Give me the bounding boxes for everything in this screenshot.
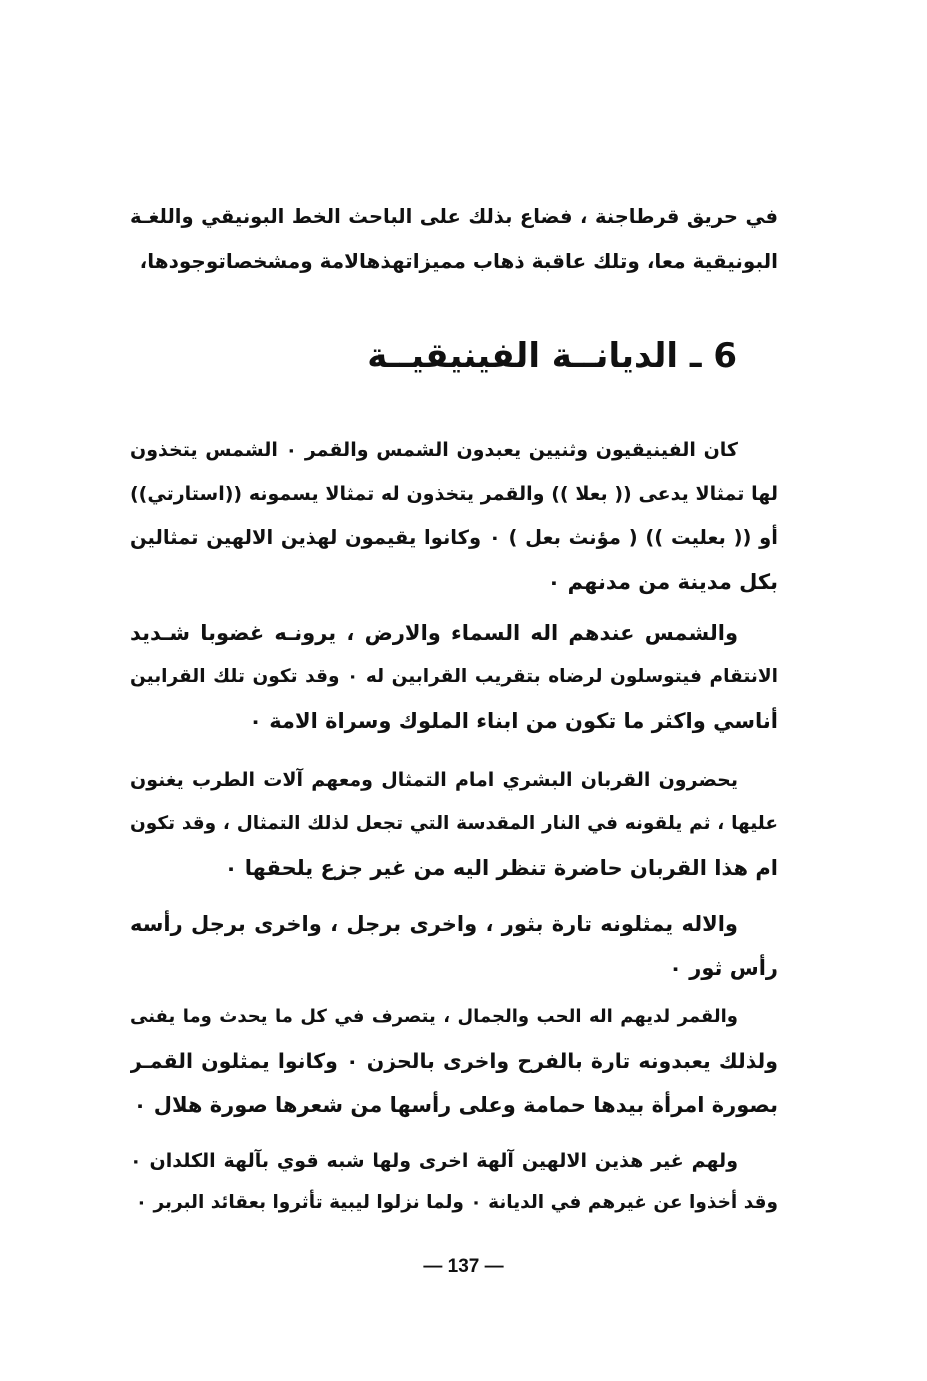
section-heading: 6 ـ الديانــة الفينيقيــة [367, 336, 737, 376]
text-line: أناسي واكثر ما تكون من ابناء الملوك وسراة الامة ٠ [249, 709, 778, 733]
text-line: بكل مدينة من مدنهم ٠ [547, 570, 778, 594]
text-line: والقمر لديهم اله الحب والجمال ، يتصرف في كل ما يحدث وما يفنى [130, 1006, 738, 1027]
text-line: في حريق قرطاجنة ، فضاع بذلك على الباحث الخط البونيقي واللغـة [130, 205, 778, 228]
text-line: كان الفينيقيون وثنيين يعبدون الشمس والقمر ٠ الشمس يتخذون [130, 439, 738, 461]
text-line: عليها ، ثم يلقونه في النار المقدسة التي تجعل لذلك التمثال ، وقد تكون [130, 813, 778, 834]
paragraph [130, 995, 778, 1127]
text-line: والاله يمثلونه تارة بثور ، واخرى برجل ، واخرى برجل رأسه [130, 912, 738, 936]
text-line: وقد أخذوا عن غيرهم في الديانة ٠ ولما نزلوا ليبية تأثروا بعقائد البربر ٠ [135, 1192, 778, 1213]
paragraph [130, 758, 778, 890]
page-number: — 137 — [423, 1256, 504, 1277]
text-line: البونيقية معا، وتلك عاقبة ذهاب مميزاتهذهالامة ومشخصاتوجودها، [139, 249, 778, 273]
text-line: رأس ثور ٠ [669, 956, 778, 980]
paragraph [130, 902, 778, 990]
intro-paragraph [130, 195, 778, 283]
text-line: ام هذا القربان حاضرة تنظر اليه من غير جزع يلحقها ٠ [224, 856, 778, 880]
paragraph [130, 428, 778, 604]
text-line: ولهم غير هذين الالهين آلهة اخرى ولها شبه قوي بآلهة الكلدان ٠ [130, 1150, 738, 1172]
paragraph [130, 1140, 778, 1224]
paragraph [130, 611, 778, 743]
text-line: لها تمثالا يدعى (( بعلا )) والقمر يتخذون له تمثالا يسمونه ((استارتي)) [130, 483, 778, 505]
text-line: بصورة امرأة بيدها حمامة وعلى رأسها من شعرها صورة هلال ٠ [133, 1093, 778, 1117]
text-line: الانتقام فيتوسلون لرضاه بتقريب القرابين له ٠ وقد تكون تلك القرابين [130, 666, 778, 687]
text-line: ولذلك يعبدونه تارة بالفرح واخرى بالحزن ٠ وكانوا يمثلون القمـر [130, 1049, 778, 1073]
text-line: والشمس عندهم اله السماء والارض ، يرونـه غضوبا شـديد [130, 621, 738, 645]
text-line: أو (( بعليت )) ( مؤنث بعل ) ٠ وكانوا يقيمون لهذين الالهين تمثالين [130, 526, 778, 549]
text-line: يحضرون القربان البشري امام التمثال ومعهم آلات الطرب يغنون [130, 769, 738, 791]
